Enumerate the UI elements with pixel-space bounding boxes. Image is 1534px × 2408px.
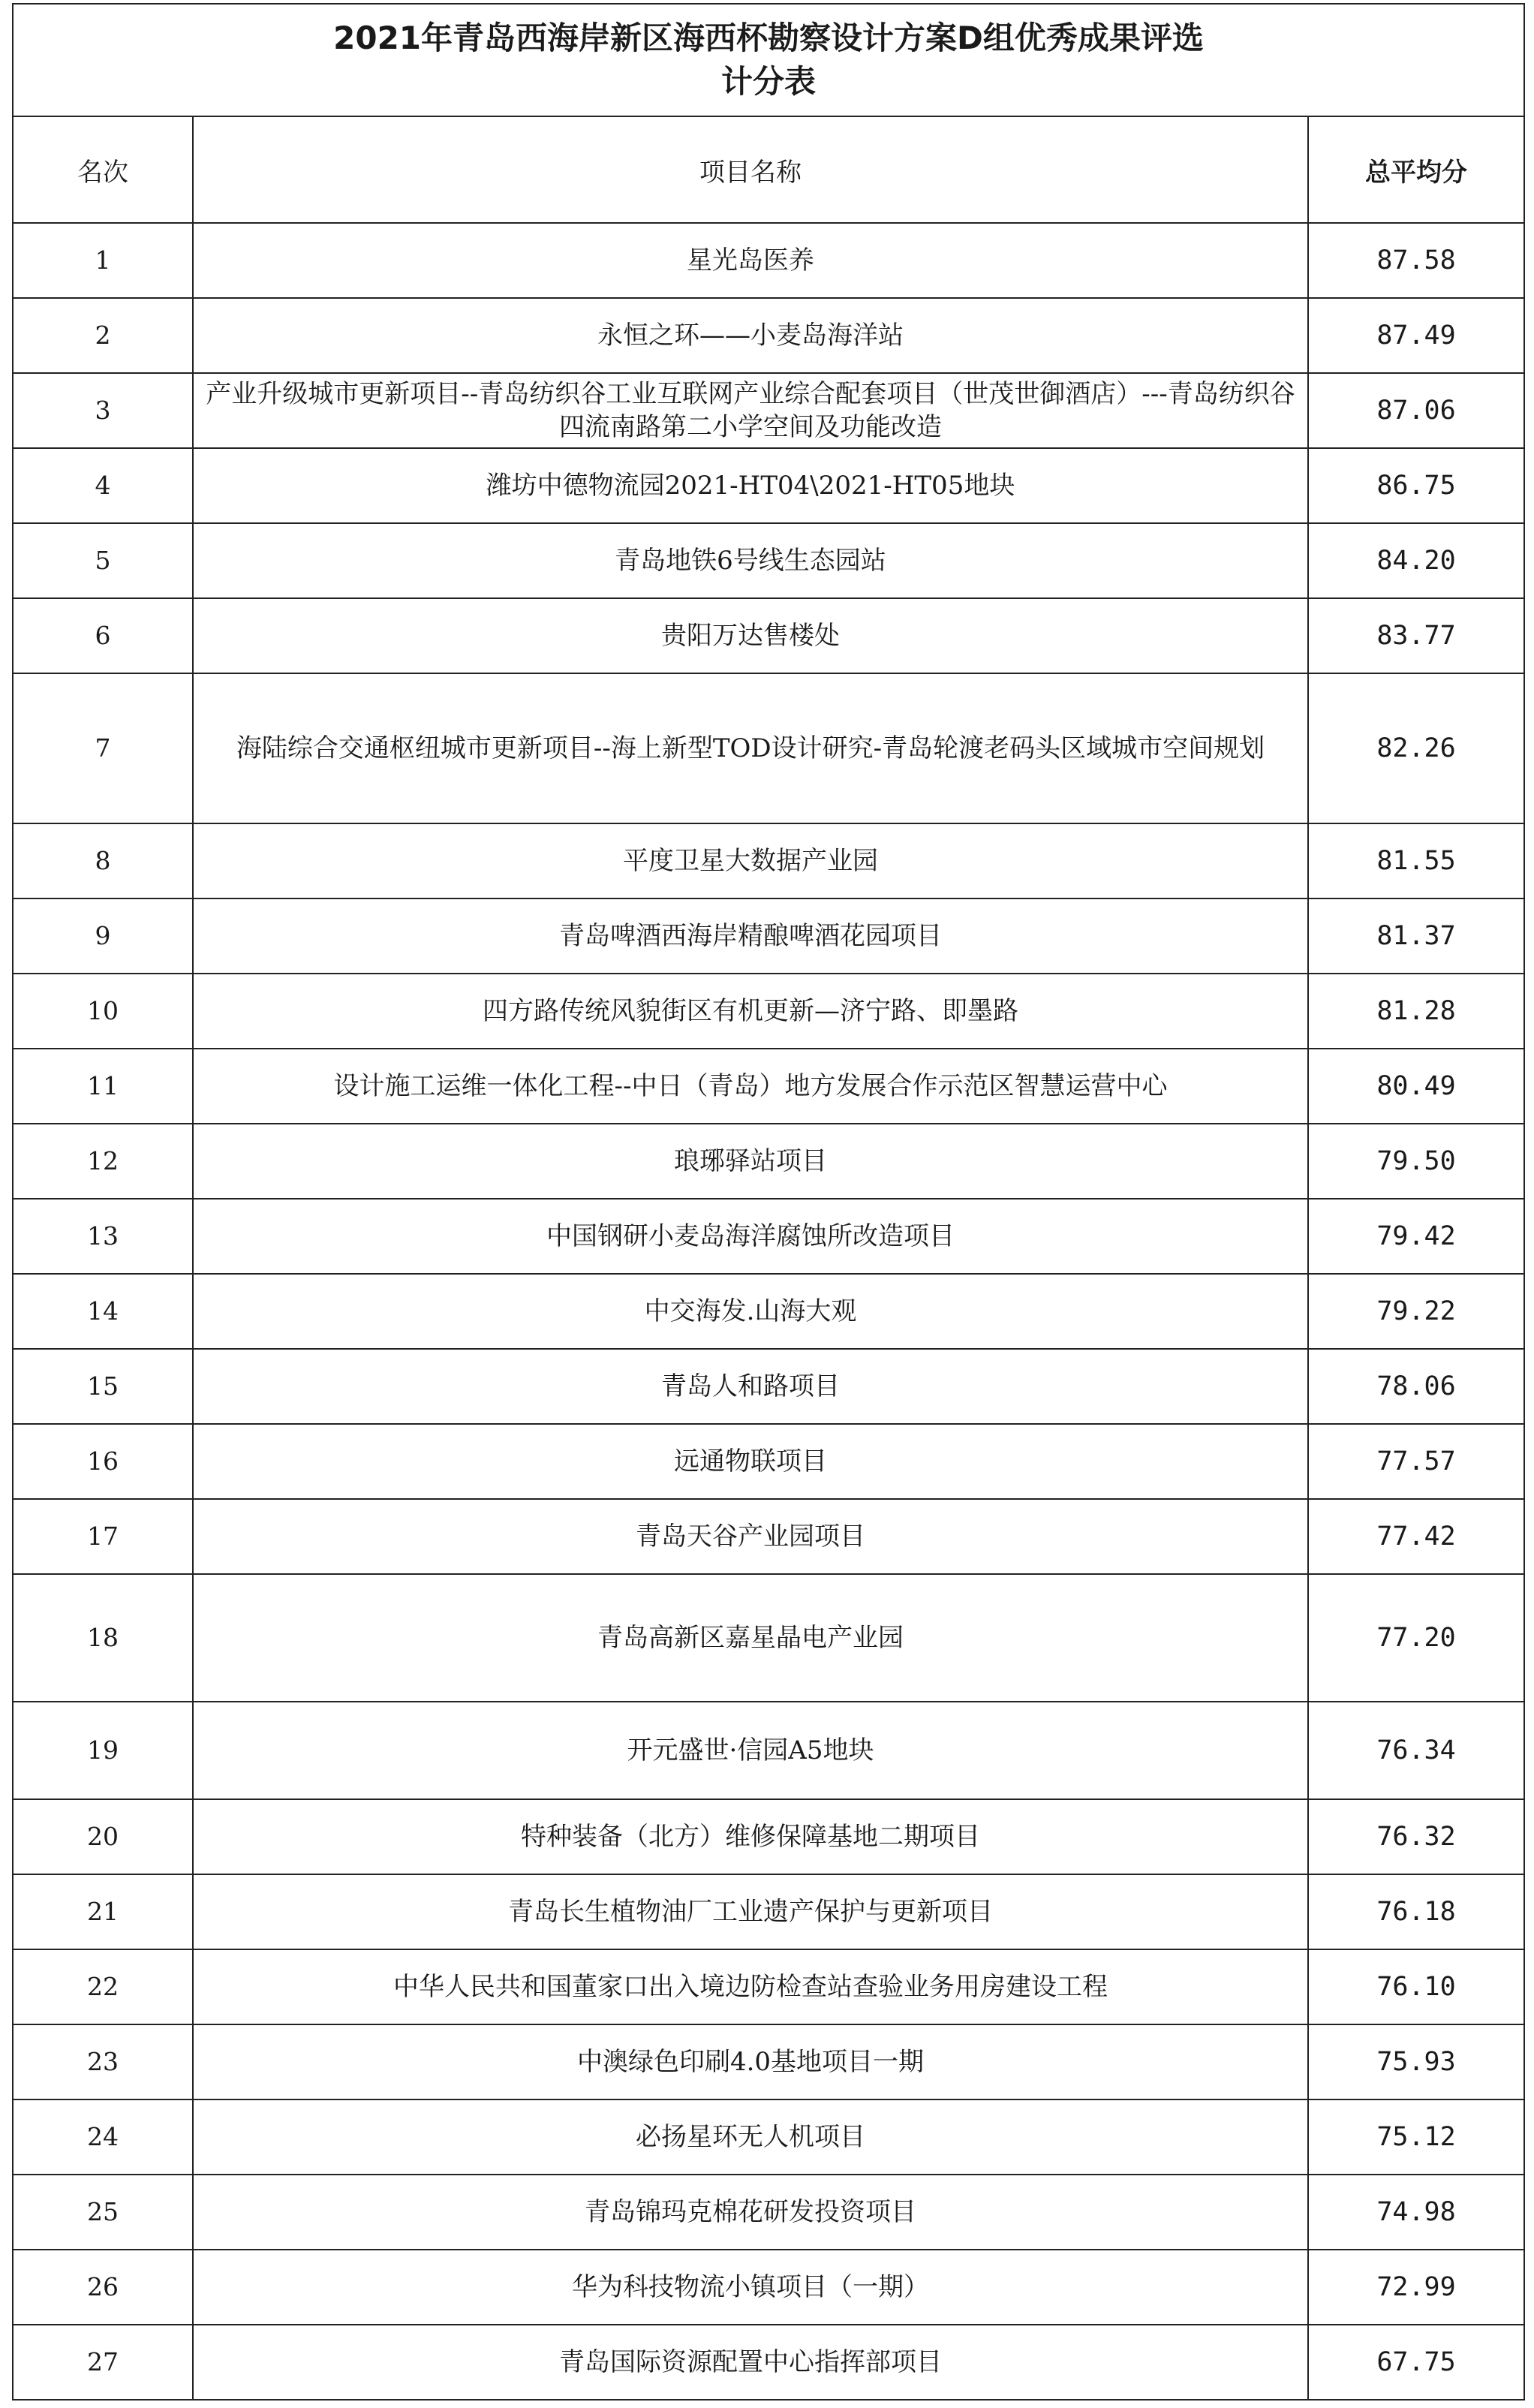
- score-cell: 77.57: [1308, 1424, 1524, 1499]
- project-name-cell: 中华人民共和国董家口出入境边防检查站查验业务用房建设工程: [193, 1949, 1308, 2024]
- rank-cell: 7: [13, 673, 193, 823]
- table-title: [13, 4, 1524, 116]
- table-row: [13, 523, 1524, 598]
- rank-cell: 21: [13, 1874, 193, 1949]
- project-name-cell: 青岛长生植物油厂工业遗产保护与更新项目: [193, 1874, 1308, 1949]
- rank-cell: 1: [13, 223, 193, 298]
- table-row: [13, 1949, 1524, 2024]
- project-name-cell: 潍坊中德物流园2021-HT04\2021-HT05地块: [193, 448, 1308, 523]
- project-name-cell: 永恒之环——小麦岛海洋站: [193, 298, 1308, 373]
- project-name-cell: 中交海发.山海大观: [193, 1274, 1308, 1349]
- project-name-cell: 青岛地铁6号线生态园站: [193, 523, 1308, 598]
- table-row: [13, 373, 1524, 448]
- rank-cell: 5: [13, 523, 193, 598]
- table-row: [13, 1349, 1524, 1424]
- score-cell: 77.42: [1308, 1499, 1524, 1574]
- score-cell: 87.49: [1308, 298, 1524, 373]
- score-cell: 82.26: [1308, 673, 1524, 823]
- title-line-2: 计分表: [721, 63, 817, 100]
- project-name-cell: 开元盛世·信园A5地块: [193, 1702, 1308, 1799]
- rank-cell: 19: [13, 1702, 193, 1799]
- project-name-cell: 青岛啤酒西海岸精酿啤酒花园项目: [193, 898, 1308, 974]
- rank-cell: 6: [13, 598, 193, 673]
- score-cell: 75.93: [1308, 2024, 1524, 2099]
- score-cell: 86.75: [1308, 448, 1524, 523]
- table-row: [13, 2024, 1524, 2099]
- rank-cell: 2: [13, 298, 193, 373]
- table-row: [13, 1499, 1524, 1574]
- project-name-cell: 青岛锦玛克棉花研发投资项目: [193, 2175, 1308, 2250]
- project-name-cell: 贵阳万达售楼处: [193, 598, 1308, 673]
- score-cell: 79.50: [1308, 1124, 1524, 1199]
- table-row: [13, 1799, 1524, 1874]
- score-cell: 76.10: [1308, 1949, 1524, 2024]
- table-row: [13, 823, 1524, 898]
- project-name-cell: 海陆综合交通枢纽城市更新项目--海上新型TOD设计研究-青岛轮渡老码头区域城市空间规划: [193, 673, 1308, 823]
- project-name-cell: 星光岛医养: [193, 223, 1308, 298]
- score-cell: 87.58: [1308, 223, 1524, 298]
- project-name-cell: 中澳绿色印刷4.0基地项目一期: [193, 2024, 1308, 2099]
- project-name-cell: 青岛人和路项目: [193, 1349, 1308, 1424]
- project-name-cell: 特种装备（北方）维修保障基地二期项目: [193, 1799, 1308, 1874]
- table-row: [13, 2099, 1524, 2175]
- score-cell: 76.18: [1308, 1874, 1524, 1949]
- score-cell: 84.20: [1308, 523, 1524, 598]
- table-row: [13, 598, 1524, 673]
- rank-cell: 12: [13, 1124, 193, 1199]
- rank-cell: 17: [13, 1499, 193, 1574]
- rank-cell: 18: [13, 1574, 193, 1702]
- project-name-cell: 华为科技物流小镇项目（一期）: [193, 2250, 1308, 2325]
- table-row: [13, 1702, 1524, 1799]
- table-row: [13, 1049, 1524, 1124]
- score-cell: 76.32: [1308, 1799, 1524, 1874]
- header-name: 项目名称: [193, 116, 1308, 223]
- title-line-1: 2021年青岛西海岸新区海西杯勘察设计方案D组优秀成果评选: [333, 20, 1204, 56]
- rank-cell: 11: [13, 1049, 193, 1124]
- project-name-cell: 必扬星环无人机项目: [193, 2099, 1308, 2175]
- table-row: [13, 974, 1524, 1049]
- project-name-cell: 青岛高新区嘉星晶电产业园: [193, 1574, 1308, 1702]
- table-row: [13, 1274, 1524, 1349]
- rank-cell: 3: [13, 373, 193, 448]
- score-cell: 79.42: [1308, 1199, 1524, 1274]
- rank-cell: 27: [13, 2325, 193, 2400]
- score-table: [12, 3, 1525, 2400]
- rank-cell: 20: [13, 1799, 193, 1874]
- project-name-cell: 青岛国际资源配置中心指挥部项目: [193, 2325, 1308, 2400]
- table-body: [13, 223, 1524, 2400]
- rank-cell: 22: [13, 1949, 193, 2024]
- rank-cell: 10: [13, 974, 193, 1049]
- score-cell: 81.28: [1308, 974, 1524, 1049]
- score-cell: 83.77: [1308, 598, 1524, 673]
- score-cell: 79.22: [1308, 1274, 1524, 1349]
- rank-cell: 26: [13, 2250, 193, 2325]
- project-name-cell: 产业升级城市更新项目--青岛纺织谷工业互联网产业综合配套项目（世茂世御酒店）---青岛纺织谷四流南路第二小学空间及功能改造: [193, 373, 1308, 448]
- rank-cell: 25: [13, 2175, 193, 2250]
- table-row: [13, 1199, 1524, 1274]
- rank-cell: 24: [13, 2099, 193, 2175]
- score-cell: 81.37: [1308, 898, 1524, 974]
- rank-cell: 23: [13, 2024, 193, 2099]
- table-row: [13, 2175, 1524, 2250]
- table-row: [13, 223, 1524, 298]
- score-cell: 87.06: [1308, 373, 1524, 448]
- rank-cell: 16: [13, 1424, 193, 1499]
- project-name-cell: 设计施工运维一体化工程--中日（青岛）地方发展合作示范区智慧运营中心: [193, 1049, 1308, 1124]
- table-row: [13, 1124, 1524, 1199]
- score-sheet: [12, 3, 1523, 2400]
- score-cell: 75.12: [1308, 2099, 1524, 2175]
- table-row: [13, 673, 1524, 823]
- score-cell: 72.99: [1308, 2250, 1524, 2325]
- header-score: 总平均分: [1308, 116, 1524, 223]
- rank-cell: 4: [13, 448, 193, 523]
- score-cell: 77.20: [1308, 1574, 1524, 1702]
- score-cell: 80.49: [1308, 1049, 1524, 1124]
- table-row: [13, 2325, 1524, 2400]
- header-row: [13, 116, 1524, 223]
- score-cell: 67.75: [1308, 2325, 1524, 2400]
- project-name-cell: 四方路传统风貌街区有机更新—济宁路、即墨路: [193, 974, 1308, 1049]
- table-row: [13, 1574, 1524, 1702]
- project-name-cell: 中国钢研小麦岛海洋腐蚀所改造项目: [193, 1199, 1308, 1274]
- header-rank: 名次: [13, 116, 193, 223]
- table-row: [13, 1874, 1524, 1949]
- table-row: [13, 298, 1524, 373]
- rank-cell: 15: [13, 1349, 193, 1424]
- table-row: [13, 898, 1524, 974]
- table-row: [13, 2250, 1524, 2325]
- project-name-cell: 远通物联项目: [193, 1424, 1308, 1499]
- rank-cell: 9: [13, 898, 193, 974]
- score-cell: 78.06: [1308, 1349, 1524, 1424]
- project-name-cell: 平度卫星大数据产业园: [193, 823, 1308, 898]
- table-row: [13, 448, 1524, 523]
- rank-cell: 8: [13, 823, 193, 898]
- project-name-cell: 琅琊驿站项目: [193, 1124, 1308, 1199]
- score-cell: 76.34: [1308, 1702, 1524, 1799]
- rank-cell: 13: [13, 1199, 193, 1274]
- score-cell: 81.55: [1308, 823, 1524, 898]
- project-name-cell: 青岛天谷产业园项目: [193, 1499, 1308, 1574]
- score-cell: 74.98: [1308, 2175, 1524, 2250]
- rank-cell: 14: [13, 1274, 193, 1349]
- table-row: [13, 1424, 1524, 1499]
- title-row: [13, 4, 1524, 116]
